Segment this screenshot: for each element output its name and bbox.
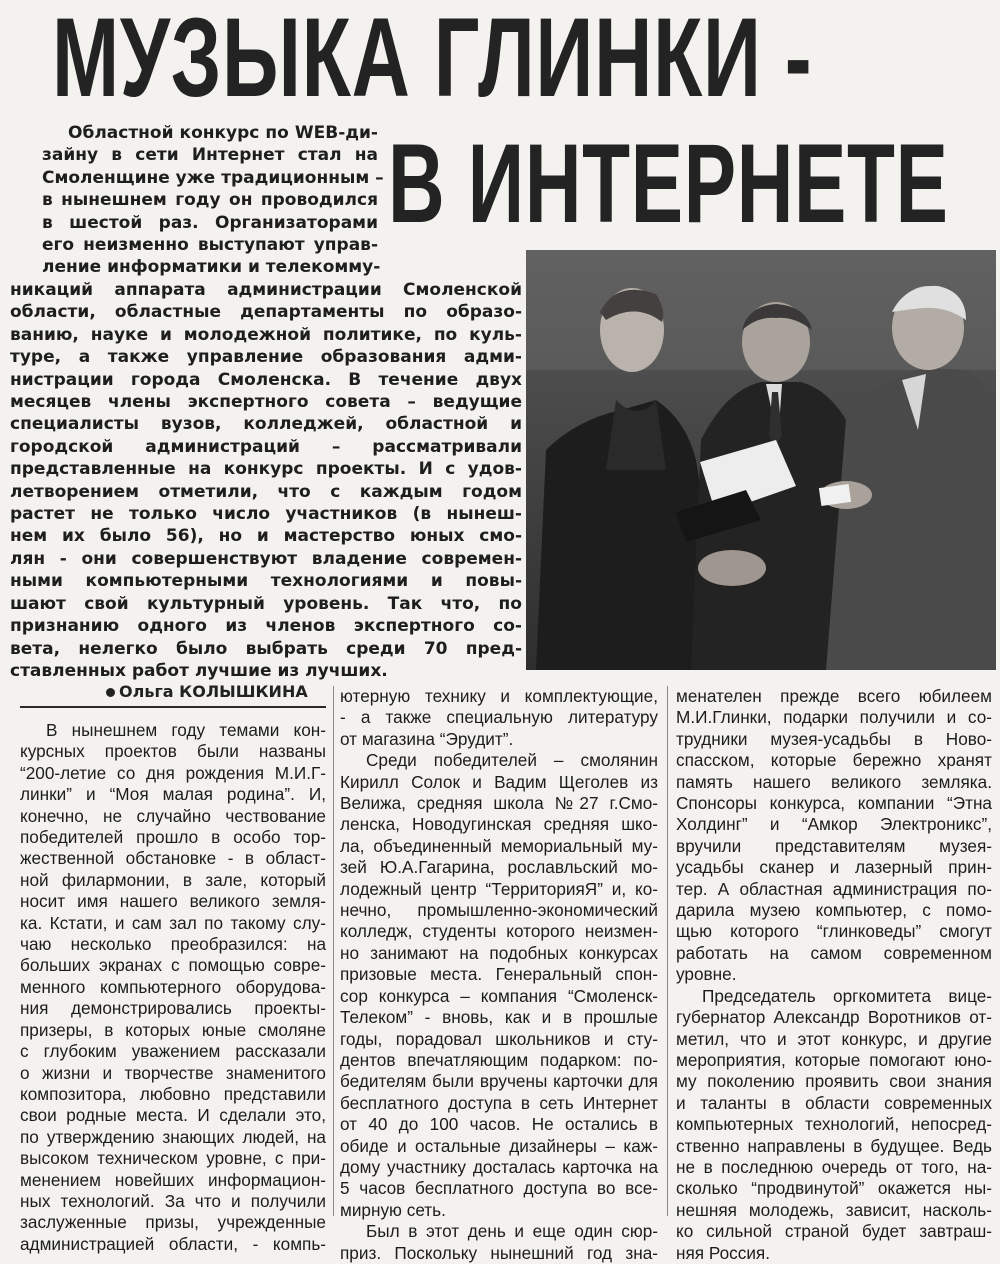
photo-illustration	[526, 250, 996, 670]
text-line: Холдинг” и “Амкор Электроникс”,	[676, 814, 992, 835]
lead-line: его неизменно выступают управ-	[42, 235, 378, 256]
text-line: ной филармонии, в зале, который	[20, 869, 326, 890]
text-line: М.И.Глинки, подарки получили и со-	[676, 707, 992, 728]
text-line: Был в этот день и еще один сюр-	[366, 1221, 658, 1242]
text-line: дарила музею компьютер, с помо-	[676, 900, 992, 921]
text-line: ственно направлены в будущее. Ведь	[676, 1135, 992, 1156]
text-line: Телеком” - вновь, как и в прошлые	[340, 1007, 658, 1028]
column-divider	[333, 686, 334, 1216]
text-line: Среди победителей – смолянин	[366, 750, 658, 771]
text-line: Председатель оргкомитета вице-	[702, 985, 992, 1006]
author-byline	[106, 682, 308, 701]
text-line: - а также специальную литературу	[340, 707, 658, 728]
text-line: от магазина “Эрудит”.	[340, 728, 514, 749]
text-line: Велижа, средняя школа №27 г.Смо-	[340, 793, 658, 814]
text-line: и таланты в области современных	[676, 1092, 992, 1113]
text-line: уровне.	[676, 964, 737, 985]
lead-line: специалисты вузов, колледжей, областной и	[10, 414, 522, 435]
lead-line: шают свой культурный уровень. Так что, по	[10, 593, 522, 614]
text-line: колледж, студенты которого неизмен-	[340, 921, 658, 942]
byline-rule	[20, 706, 326, 708]
text-line: обиде и остальные дизайнеры – каж-	[340, 1135, 658, 1156]
text-line: работать на самом современном	[676, 942, 992, 963]
text-line: с глубоким уважением рассказали	[20, 1041, 326, 1062]
award-ceremony-photo	[526, 250, 996, 670]
text-line: менением новейших информацион-	[20, 1169, 326, 1190]
text-line: линки” и “Моя малая родина”. И,	[20, 784, 326, 805]
lead-paragraph-top	[42, 122, 384, 279]
lead-line: Смоленщине уже традиционным –	[42, 167, 384, 188]
text-line: ютерную технику и комплектующие,	[340, 686, 658, 706]
text-line: спасском, которые бережно хранят	[676, 750, 992, 771]
lead-line: признанию одного из членов экспертного со-	[10, 616, 522, 637]
lead-line: ление информатики и телекомму-	[42, 257, 381, 278]
text-line: сколько “продвинутой” окажется ны-	[676, 1178, 992, 1199]
text-line: дому участнику досталась карточка на	[340, 1156, 658, 1177]
lead-line: области, областные департаменты по образо-	[10, 302, 522, 323]
lead-line: ставленных работ лучшие из лучших.	[10, 660, 388, 681]
text-line: губернатор Александр Воротников от-	[676, 1007, 992, 1028]
lead-line: лян - они совершенствуют владение современ-	[10, 548, 522, 569]
text-line: няя Россия.	[676, 1242, 771, 1263]
text-line: бесплатного доступа в сеть Интернет	[340, 1092, 658, 1113]
article-column-1	[20, 720, 326, 1255]
text-line: нечно, промышленно-экономический	[340, 900, 658, 921]
lead-paragraph-bottom	[10, 279, 522, 682]
lead-line: в шестой раз. Организаторами	[42, 212, 378, 233]
lead-line: ными компьютерными технологиями и повы-	[10, 571, 522, 592]
text-line: менного компьютерного оборудова-	[20, 976, 326, 997]
text-line: заслуженные призы, учрежденные	[20, 1212, 326, 1233]
text-line: Спонсоры конкурса, компании “Этна	[676, 793, 992, 814]
text-line: больших экранах с помощью совре-	[20, 955, 326, 976]
text-line: мирную сеть.	[340, 1199, 446, 1220]
lead-line: городской администраций – рассматривали	[10, 436, 522, 457]
text-line: вручили представителям музея-	[676, 835, 992, 856]
text-line: дентов впечатляющим подарком: по-	[340, 1049, 658, 1070]
text-line: ленска, Новодугинская средняя шко-	[340, 814, 658, 835]
text-line: нешняя молодежь, зависит, насколь-	[676, 1199, 992, 1220]
text-line: память нашего великого земляка.	[676, 771, 992, 792]
text-line: тер. А областная администрация по-	[676, 878, 992, 899]
author-name: Ольга КОЛЫШКИНА	[119, 682, 308, 701]
lead-line: в нынешнем году он проводился	[42, 190, 378, 211]
text-line: му поколению проявить свои знания	[676, 1071, 992, 1092]
text-line: компьютерных технологий, непосред-	[676, 1114, 992, 1135]
text-line: приз. Поскольку нынешний год зна-	[340, 1242, 658, 1263]
text-line: чаю несколько преобразился: на	[20, 934, 326, 955]
text-line: ных технологий. За что и получили	[20, 1190, 326, 1211]
lead-line: летворением отметили, что с каждым годом	[10, 481, 522, 502]
lead-line: туре, а также управление образования адми-	[10, 347, 522, 368]
text-line: годы, порадовал школьников и сту-	[340, 1028, 658, 1049]
lead-line: зайну в сети Интернет стал на	[42, 145, 378, 166]
text-line: зей Ю.А.Гагарина, рославльский мо-	[340, 857, 658, 878]
text-line: мероприятия, которые помогают юно-	[676, 1049, 992, 1070]
text-line: бедителям были вручены карточки для	[340, 1071, 658, 1092]
text-line: по утверждению знающих людей, на	[20, 1126, 326, 1147]
text-line: курсных проектов были названы	[20, 741, 326, 762]
text-line: призеры, в которых юные смоляне	[20, 1019, 326, 1040]
lead-line: нистрации города Смоленска. В течение двух	[10, 369, 522, 390]
text-line: “200-летие со дня рождения М.И.Г-	[20, 762, 326, 783]
headline-line-2: В ИНТЕРНЕТЕ	[388, 121, 949, 246]
text-line: лодежный центр “ТерриторияЯ” и, ко-	[340, 878, 658, 899]
text-line: сор конкурса – компания “Смоленск-	[340, 985, 658, 1006]
text-line: ла, объединенный мемориальный му-	[340, 835, 658, 856]
text-line: администрацией области, - компь-	[20, 1233, 326, 1254]
lead-line: вета, нелегко было выбрать среди 70 пред-	[10, 638, 522, 659]
text-line: композитора, любовно представили	[20, 1083, 326, 1104]
text-line: конечно, не случайно чествование	[20, 805, 326, 826]
text-line: усадьбы сканер и лазерный прин-	[676, 857, 992, 878]
text-line: щью которого “глинковеды” смогут	[676, 921, 992, 942]
text-line: менателен прежде всего юбилеем	[676, 686, 992, 706]
text-line: свои родные места. И сделали это,	[20, 1105, 326, 1126]
lead-line: растет не только число участников (в нынеш-	[10, 504, 522, 525]
bullet-icon	[106, 688, 115, 697]
text-line: ко сильной страной будет завтраш-	[676, 1221, 992, 1242]
article-column-3	[676, 686, 992, 1264]
column-divider	[667, 686, 668, 1216]
text-line: призовые места. Генеральный спон-	[340, 964, 658, 985]
lead-line: представленные на конкурс проекты. И с удов-	[10, 459, 522, 480]
text-line: высоком техническом уровне, с при-	[20, 1148, 326, 1169]
lead-line: ванию, науке и молодежной политике, по куль-	[10, 324, 522, 345]
text-line: победителей прошло в особо тор-	[20, 827, 326, 848]
lead-line: месяцев члены экспертного совета – ведущие	[10, 392, 522, 413]
lead-line: никаций аппарата администрации Смоленской	[10, 280, 522, 300]
text-line: 5 часов бесплатного доступа во все-	[340, 1178, 658, 1199]
article-column-2	[340, 686, 658, 1264]
text-line: метил, что и этот конкурс, и другие	[676, 1028, 992, 1049]
text-line: о жизни и творчестве знаменитого	[20, 1062, 326, 1083]
lead-line: Областной конкурс по WEB-ди-	[68, 123, 378, 143]
text-line: жественной обстановке - в област-	[20, 848, 326, 869]
text-line: от 40 до 100 часов. Не остались в	[340, 1114, 658, 1135]
lead-line: нем их было 56), но и мастерство юных смо-	[10, 526, 522, 547]
text-line: не в последнюю очередь от того, на-	[676, 1156, 992, 1177]
text-line: ния демонстрировались проекты-	[20, 998, 326, 1019]
text-line: Кирилл Солок и Вадим Щеголев из	[340, 771, 658, 792]
text-line: носит имя нашего великого земля-	[20, 891, 326, 912]
headline-line-1: МУЗЫКА ГЛИНКИ -	[52, 0, 813, 120]
text-line: В нынешнем году темами кон-	[46, 720, 326, 740]
text-line: но занимают на подобных конкурсах	[340, 942, 658, 963]
text-line: ка. Кстати, и сам зал по такому слу-	[20, 912, 326, 933]
text-line: трудники музея-усадьбы в Ново-	[676, 728, 992, 749]
